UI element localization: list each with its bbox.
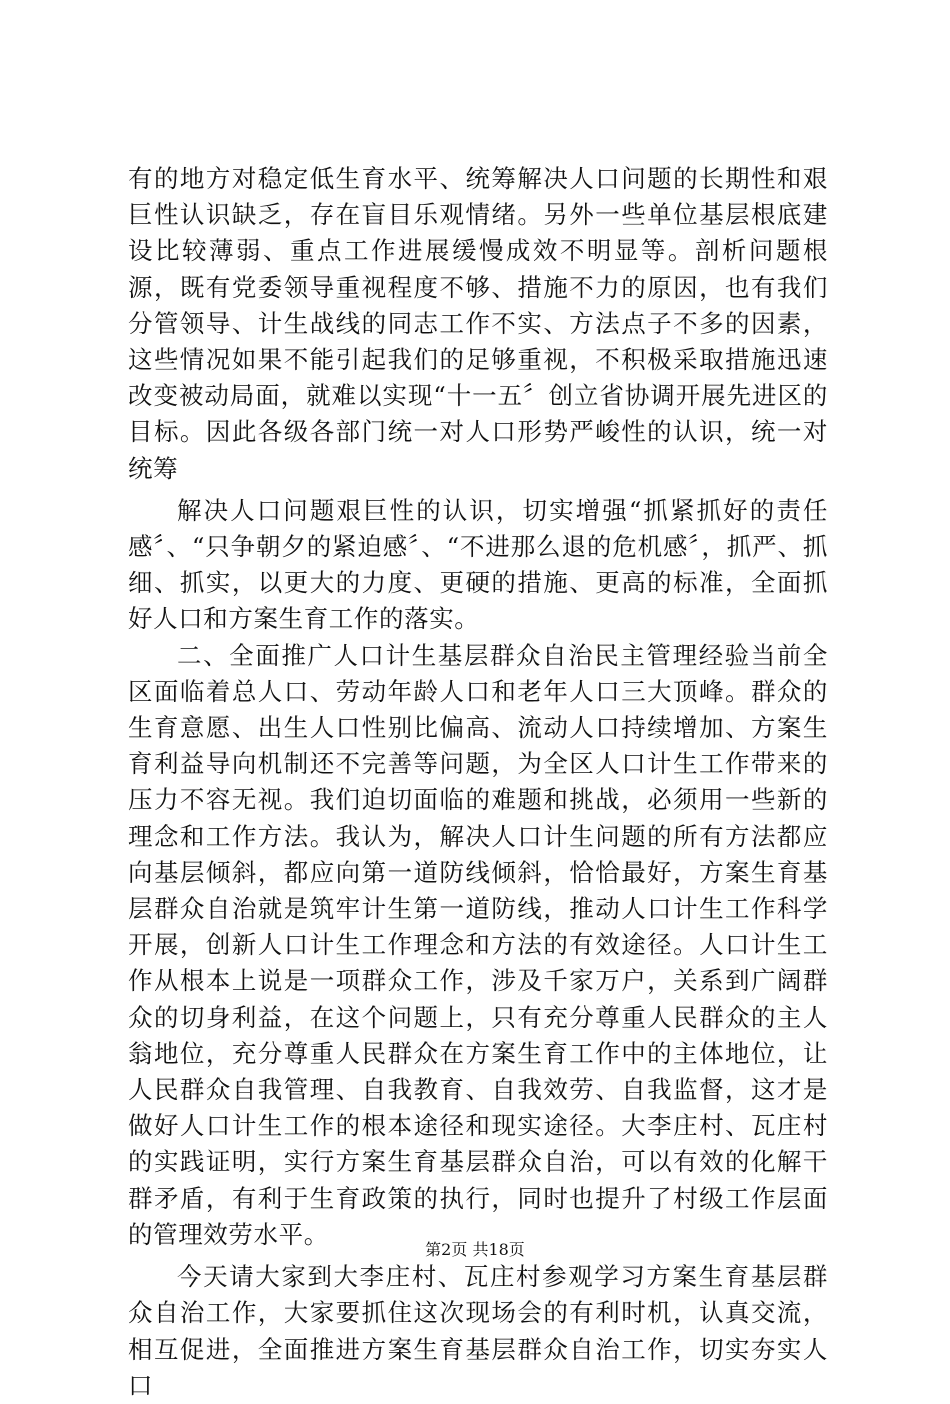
paragraph-2: 解决人口问题艰巨性的认识，切实增强“抓紧抓好的责任感〞、“只争朝夕的紧迫感〞、“不进那么退的危机感〞，抓严、抓细、抓实，以更大的力度、更硬的措施、更高的标准，全面抓好人口和方案生育工作的落实。: [128, 495, 828, 634]
document-body: [128, 161, 828, 1404]
paragraph-4: 今天请大家到大李庄村、瓦庄村参观学习方案生育基层群众自治工作，大家要抓住这次现场会的有利时机，认真交流，相互促进，全面推进方案生育基层群众自治工作，切实夯实人口: [128, 1262, 828, 1400]
paragraph-3: 二、全面推广人口计生基层群众自治民主管理经验当前全区面临着总人口、劳动年龄人口和老年人口三大顶峰。群众的生育意愿、出生人口性别比偏高、流动人口持续增加、方案生育利益导向机制还不完善等问题，为全区人口计生工作带来的压力不容无视。我们迫切面临的难题和挑战，必须用一些新的理念和工作方法。我认为，解决人口计生问题的所有方法都应向基层倾斜，都应向第一道防线倾斜，恰恰最好，方案生育基层群众自治就是筑牢计生第一道防线，推动人口计生工作科学开展，创新人口计生工作理念和方法的有效途径。人口计生工作从根本上说是一项群众工作，涉及千家万户，关系到广阔群众的切身利益，在这个问题上，只有充分尊重人民群众的主人翁地位，充分尊重人民群众在方案生育工作中的主体地位，让人民群众自我管理、自我教育、自我效劳、自我监督，这才是做好人口计生工作的根本途径和现实途径。大李庄村、瓦庄村的实践证明，实行方案生育基层群众自治，可以有效的化解干群矛盾，有利于生育政策的执行，同时也提升了村级工作层面的管理效劳水平。: [128, 640, 828, 1249]
page-number-footer: 第2页 共18页: [425, 1240, 525, 1259]
paragraph-1: 有的地方对稳定低生育水平、统筹解决人口问题的长期性和艰巨性认识缺乏，存在盲目乐观情绪。另外一些单位基层根底建设比较薄弱、重点工作进展缓慢成效不明显等。剖析问题根源，既有党委领导重视程度不够、措施不力的原因，也有我们分管领导、计生战线的同志工作不实、方法点子不多的因素，这些情况如果不能引起我们的足够重视，不积极采取措施迅速改变被动局面，就难以实现“十一五〞创立省协调开展先进区的目标。因此各级各部门统一对人口形势严峻性的认识，统一对统筹: [128, 164, 828, 483]
